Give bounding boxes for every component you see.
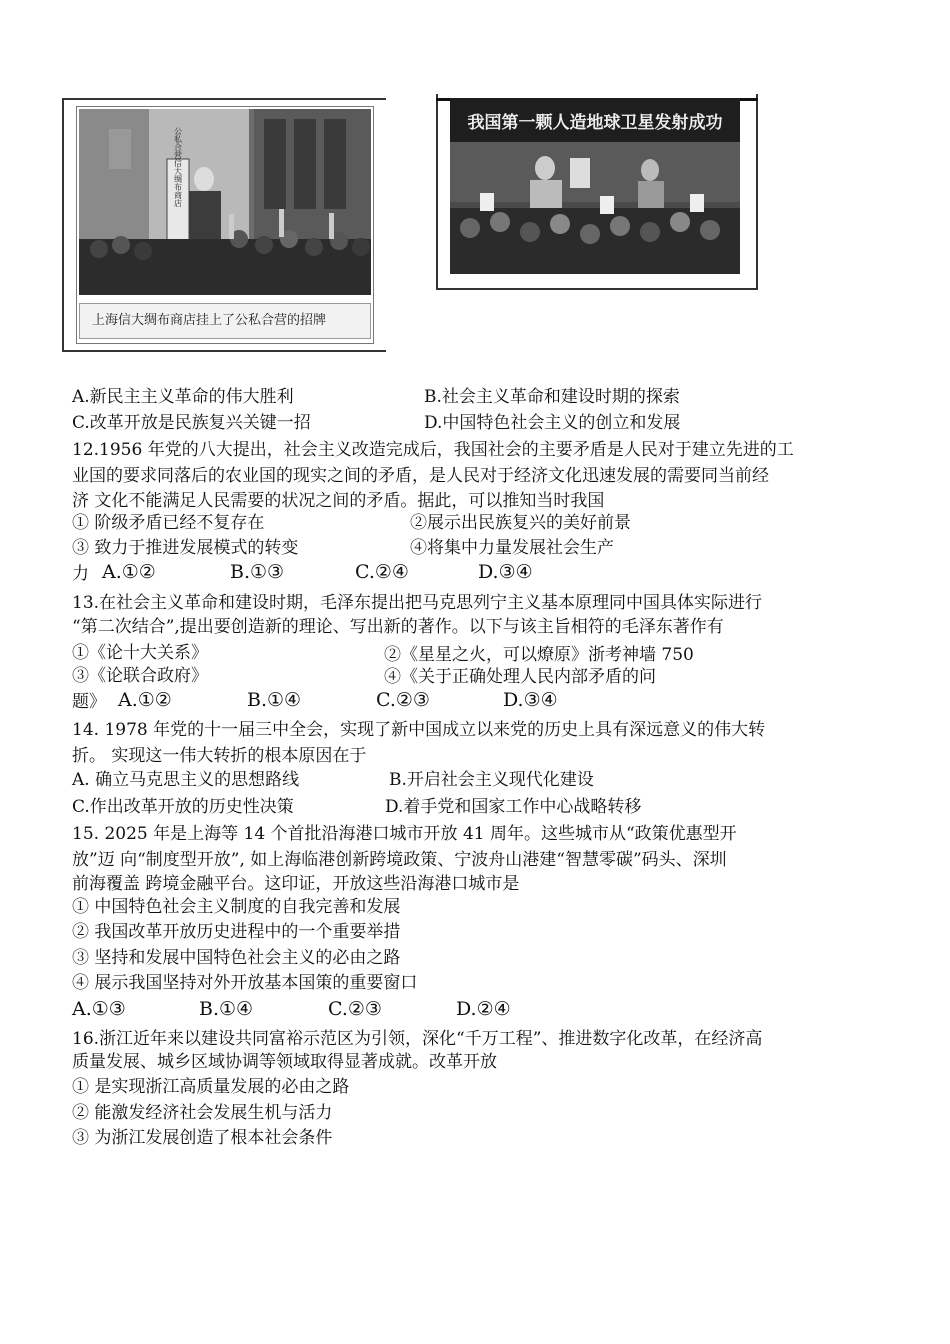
q11-opt-b: B.社会主义革命和建设时期的探索	[424, 387, 680, 407]
photo2-banner-text: 我国第一颗人造地球卫星发射成功	[467, 113, 723, 133]
q12-opt-d: D.③④	[478, 561, 533, 583]
photo-public-private-joint-venture	[62, 98, 386, 352]
q13-item-1: ①《论十大关系》	[72, 643, 208, 663]
q15-opt-a: A.①③	[72, 998, 126, 1020]
q14-stem-line1: 14. 1978 年党的十一届三中全会，实现了新中国成立以来党的历史上具有深远意义的伟大转	[72, 720, 766, 740]
q14-opt-d: D.着手党和国家工作中心战略转移	[385, 797, 642, 817]
q13-item-2: ②《星星之火，可以燎原》浙考神墙 750	[384, 645, 694, 665]
q12-stem-line3: 济 文化不能满足人民需要的状况之间的矛盾。据此，可以推知当时我国	[72, 491, 605, 511]
q16-item-3: ③ 为浙江发展创造了根本社会条件	[72, 1128, 333, 1148]
q16-stem-line2: 质量发展、城乡区域协调等领域取得显著成就。改革开放	[72, 1052, 497, 1072]
q13-stem-line2: “第二次结合”,提出要创造新的理论、写出新的著作。以下与该主旨相符的毛泽东著作有	[72, 617, 724, 637]
q14-opt-b: B.开启社会主义现代化建设	[389, 770, 594, 790]
q15-opt-d: D.②④	[456, 998, 511, 1020]
q11-opt-a: A.新民主主义革命的伟大胜利	[72, 387, 294, 407]
q14-opt-a: A. 确立马克思主义的思想路线	[72, 770, 300, 790]
q16-item-2: ② 能激发经济社会发展生机与活力	[72, 1103, 333, 1123]
q13-item-4-cont: 题》	[72, 692, 106, 712]
q13-opt-c: C.②③	[376, 689, 430, 711]
q12-item-3: ③ 致力于推进发展模式的转变	[72, 538, 299, 558]
q12-opt-b: B.①③	[230, 561, 285, 583]
q16-stem-line1: 16.浙江近年来以建设共同富裕示范区为引领，深化“千万工程”、推进数字化改革，在经济高	[72, 1029, 763, 1049]
q15-stem-line1: 15. 2025 年是上海等 14 个首批沿海港口城市开放 41 周年。这些城市从“政策优惠型开	[72, 824, 737, 844]
photo1-image	[79, 109, 371, 295]
q12-item-4: ④将集中力量发展社会生产	[410, 538, 614, 558]
q15-item-1: ① 中国特色社会主义制度的自我完善和发展	[72, 897, 401, 917]
photo1-caption: 上海信大绸布商店挂上了公私合营的招牌	[79, 303, 371, 339]
q12-stem-line2: 业国的要求同落后的农业国的现实之间的矛盾，是人民对于经济文化迅速发展的需要同当前经	[72, 466, 769, 486]
photo-first-satellite-celebration	[436, 94, 758, 290]
q15-opt-b: B.①④	[199, 998, 254, 1020]
q12-item-1: ① 阶级矛盾已经不复存在	[72, 513, 265, 533]
q12-item-4-cont: 力	[72, 564, 89, 584]
q15-item-3: ③ 坚持和发展中国特色社会主义的必由之路	[72, 948, 401, 968]
q12-item-2: ②展示出民族复兴的美好前景	[410, 513, 631, 533]
q14-stem-line2: 折。 实现这一伟大转折的根本原因在于	[72, 746, 367, 766]
q13-stem-line1: 13.在社会主义革命和建设时期，毛泽东提出把马克思列宁主义基本原理同中国具体实际进行	[72, 593, 763, 613]
q12-stem-line1: 12.1956 年党的八大提出，社会主义改造完成后，我国社会的主要矛盾是人民对于建立先进的工	[72, 440, 794, 460]
q11-opt-c: C.改革开放是民族复兴关键一招	[72, 413, 311, 433]
q15-item-2: ② 我国改革开放历史进程中的一个重要举措	[72, 922, 401, 942]
q14-opt-c: C.作出改革开放的历史性决策	[72, 797, 294, 817]
q15-opt-c: C.②③	[328, 998, 382, 1020]
q12-opt-c: C.②④	[355, 561, 409, 583]
q13-item-3: ③《论联合政府》	[72, 666, 208, 686]
q15-stem-line2: 放”迈 向“制度型开放”, 如上海临港创新跨境政策、宁波舟山港建“智慧零碳”码头、深圳	[72, 850, 727, 870]
q13-opt-b: B.①④	[247, 689, 302, 711]
photo1-sign-text: 公私合营信大绸布商店	[173, 127, 183, 207]
q13-opt-a: A.①②	[118, 689, 172, 711]
q13-opt-d: D.③④	[503, 689, 558, 711]
q16-item-1: ① 是实现浙江高质量发展的必由之路	[72, 1077, 350, 1097]
q11-opt-d: D.中国特色社会主义的创立和发展	[424, 413, 681, 433]
q15-stem-line3: 前海覆盖 跨境金融平台。这印证，开放这些沿海港口城市是	[72, 874, 520, 894]
photo2-image	[450, 98, 740, 274]
q15-item-4: ④ 展示我国坚持对外开放基本国策的重要窗口	[72, 973, 418, 993]
q12-opt-a: A.①②	[102, 561, 156, 583]
q13-item-4: ④《关于正确处理人民内部矛盾的问	[384, 667, 656, 687]
